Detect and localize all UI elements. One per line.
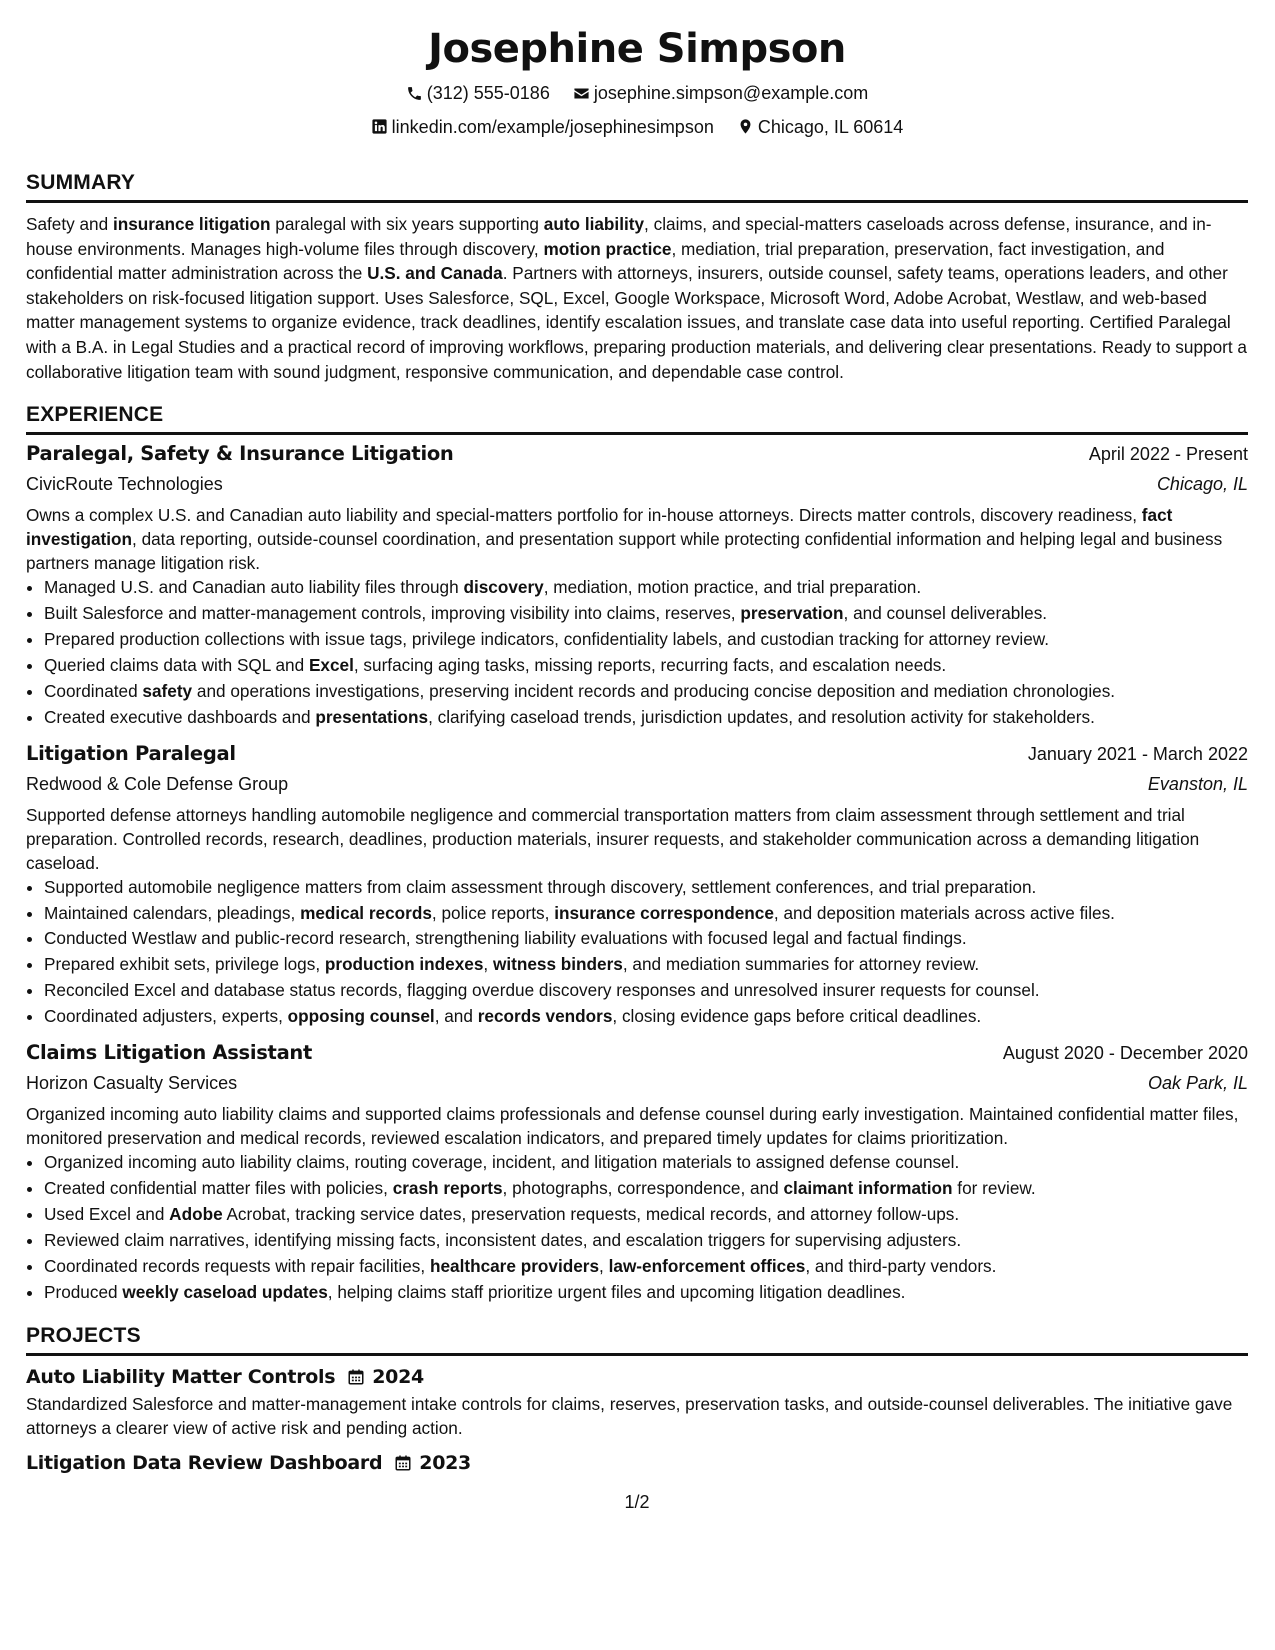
- job-description: Organized incoming auto liability claims and supported claims professionals and defense counsel during early investigation. Maintained confidential matter files, monitored preservation and medical records, reviewed escalation indicators, and prepared timely updates for claims prioritization.: [26, 1104, 1239, 1149]
- contact-location: [737, 116, 903, 138]
- bold-text: safety: [142, 680, 193, 701]
- job-entry: [26, 1038, 1248, 1305]
- project-year: 2024: [372, 1366, 424, 1389]
- project-entry: [26, 1362, 1248, 1440]
- contact-phone: [406, 82, 550, 104]
- section-title-projects: PROJECTS: [26, 1323, 1248, 1356]
- job-title: Claims Litigation Assistant: [26, 1041, 313, 1065]
- bold-text: Excel: [308, 654, 354, 675]
- project-header: [26, 1362, 1248, 1392]
- list-item: • Organized incoming auto liability claims, routing coverage, incident, and litigation materials to assigned defense counsel.: [44, 1150, 1248, 1176]
- list-item: • Built Salesforce and matter-management controls, improving visibility into claims, reserves, preservation, and counsel deliverables.: [44, 601, 1248, 627]
- project-title: Litigation Data Review Dashboard: [26, 1452, 383, 1475]
- job-dates: January 2021 - March 2022: [1027, 743, 1248, 764]
- list-item: • Reconciled Excel and database status records, flagging overdue discovery responses and unresolved insurer requests for counsel.: [44, 978, 1248, 1004]
- job-description: Supported defense attorneys handling automobile negligence and commercial transportation matters from claim assessment through settlement and trial preparation. Controlled records, research, deadlines, production materials, insurer requests, and stakeholder communication across a demanding litigation caseload.: [26, 804, 1200, 873]
- list-item: • Used Excel and Adobe Acrobat, tracking service dates, preservation requests, medical records, and attorney follow-ups.: [44, 1202, 1248, 1228]
- job-entry: [26, 439, 1248, 730]
- job-company: Horizon Casualty Services: [26, 1073, 238, 1094]
- job-bullets: [26, 1150, 1248, 1305]
- list-item: • Supported automobile negligence matters from claim assessment through discovery, settlement conferences, and trial preparation.: [44, 875, 1248, 901]
- bold-text: witness binders: [492, 954, 623, 975]
- linkedin-text: linkedin.com/example/josephinesimpson: [391, 116, 714, 137]
- job-location: Oak Park, IL: [1147, 1073, 1248, 1094]
- bold-text: fact investigation: [26, 505, 1173, 550]
- job-header: [26, 1038, 1248, 1068]
- bold-text: crash reports: [392, 1177, 503, 1198]
- job-bullets: [26, 575, 1248, 730]
- bold-text: production indexes: [324, 954, 484, 975]
- contact-row-1: [26, 82, 1248, 107]
- job-title: Paralegal, Safety & Insurance Litigation: [26, 442, 454, 466]
- job-title: Litigation Paralegal: [26, 741, 236, 765]
- job-dates: August 2020 - December 2020: [1002, 1043, 1248, 1064]
- list-item: • Created executive dashboards and presentations, clarifying caseload trends, jurisdiction updates, and resolution activity for stakeholders.: [44, 705, 1248, 731]
- job-location: Chicago, IL: [1156, 474, 1248, 495]
- resume-page: [26, 0, 1248, 1650]
- job-header: [26, 739, 1248, 769]
- bold-text: insurance correspondence: [554, 902, 774, 923]
- contact-linkedin[interactable]: [371, 116, 714, 138]
- job-subheader: [26, 469, 1248, 499]
- job-location: Evanston, IL: [1147, 773, 1248, 794]
- list-item: • Coordinated safety and operations investigations, preserving incident records and producing concise deposition and mediation chronologies.: [44, 679, 1248, 705]
- bold-text: auto liability: [543, 214, 645, 234]
- job-subheader: [26, 1068, 1248, 1098]
- project-description: Standardized Salesforce and matter-management intake controls for claims, reserves, preservation tasks, and outside-counsel deliverables. The initiative gave attorneys a clearer view of active risk and pending action.: [26, 1394, 1233, 1439]
- bold-text: medical records: [300, 902, 432, 923]
- bold-text: weekly caseload updates: [122, 1281, 328, 1302]
- job-entry: [26, 739, 1248, 1030]
- projects-section: [26, 1323, 1248, 1478]
- job-company: CivicRoute Technologies: [26, 474, 223, 495]
- summary-section: [26, 170, 1248, 384]
- list-item: • Created confidential matter files with policies, crash reports, photographs, correspondence, and claimant information for review.: [44, 1176, 1248, 1202]
- bold-text: insurance litigation: [112, 214, 271, 234]
- linkedin-icon: [371, 118, 388, 135]
- resume-header: [26, 0, 1248, 140]
- job-header: [26, 439, 1248, 469]
- job-company: Redwood & Cole Defense Group: [26, 773, 289, 794]
- job-description: Owns a complex U.S. and Canadian auto liability and special-matters portfolio for in-house attorneys. Directs matter controls, discovery readiness, fact investigation, data reporting, outside-counsel coordination, and presentation support while protecting confidential information and helping legal and business partners manage litigation risk.: [26, 505, 1223, 574]
- list-item: • Conducted Westlaw and public-record research, strengthening liability evaluations with focused legal and factual findings.: [44, 926, 1248, 952]
- list-item: • Produced weekly caseload updates, helping claims staff prioritize urgent files and upcoming litigation deadlines.: [44, 1280, 1248, 1306]
- contact-row-2: [26, 116, 1248, 141]
- email-text: josephine.simpson@example.com: [593, 83, 869, 103]
- bold-text: motion practice: [543, 238, 672, 259]
- bold-text: U.S. and Canada: [367, 263, 503, 284]
- bold-text: Adobe: [169, 1203, 223, 1224]
- location-text: Chicago, IL 60614: [757, 116, 904, 137]
- page-number: 1/2: [624, 1492, 650, 1512]
- bold-text: discovery: [463, 577, 544, 598]
- job-bullets: [26, 875, 1248, 1030]
- project-title: Auto Liability Matter Controls: [26, 1366, 336, 1389]
- bold-text: records vendors: [477, 1006, 613, 1027]
- experience-section: [26, 402, 1248, 1305]
- contact-email[interactable]: [573, 82, 868, 104]
- summary-text: Safety and insurance litigation paralegal with six years supporting auto liability, claims, and special-matters caseloads across defense, insurance, and in-house environments. Manages high-volume files through discovery, motion practice, mediation, trial preparation, preservation, fact investigation, and confidential matter administration across the U.S. and Canada. Partners with attorneys, insurers, outside counsel, safety teams, operations leaders, and other stakeholders on risk-focused litigation support. Uses Salesforce, SQL, Excel, Google Workspace, Microsoft Word, Adobe Acrobat, Westlaw, and web-based matter management systems to organize evidence, track deadlines, identify escalation issues, and translate case data into useful reporting. Certified Paralegal with a B.A. in Legal Studies and a practical record of improving workflows, preparing production materials, and delivering clear presentations. Ready to support a collaborative litigation team with sound judgment, responsive communication, and dependable case control.: [26, 214, 1247, 382]
- list-item: • Prepared exhibit sets, privilege logs, production indexes, witness binders, and mediation summaries for attorney review.: [44, 952, 1248, 978]
- list-item: • Coordinated adjusters, experts, opposing counsel, and records vendors, closing evidence gaps before critical deadlines.: [44, 1004, 1248, 1030]
- calendar-icon: [347, 1368, 365, 1386]
- calendar-icon: [394, 1454, 412, 1472]
- list-item: • Queried claims data with SQL and Excel, surfacing aging tasks, missing reports, recurring facts, and escalation needs.: [44, 653, 1248, 679]
- section-title-experience: EXPERIENCE: [26, 402, 1248, 435]
- phone-icon: [406, 85, 423, 102]
- job-dates: April 2022 - Present: [1088, 444, 1248, 465]
- phone-text: (312) 555-0186: [426, 83, 550, 103]
- candidate-name: Josephine Simpson: [428, 26, 846, 72]
- bold-text: claimant information: [783, 1177, 953, 1198]
- project-year: 2023: [419, 1452, 471, 1475]
- bold-text: presentations: [315, 706, 429, 727]
- job-subheader: [26, 769, 1248, 799]
- bold-text: healthcare providers: [429, 1255, 600, 1276]
- bold-text: preservation: [740, 603, 844, 624]
- list-item: • Prepared production collections with issue tags, privilege indicators, confidentiality labels, and custodian tracking for attorney review.: [44, 627, 1248, 653]
- list-item: • Reviewed claim narratives, identifying missing facts, inconsistent dates, and escalation triggers for supervising adjusters.: [44, 1228, 1248, 1254]
- project-header: [26, 1448, 1248, 1478]
- bold-text: law-enforcement offices: [608, 1255, 806, 1276]
- list-item: • Maintained calendars, pleadings, medical records, police reports, insurance correspondence, and deposition materials across active files.: [44, 901, 1248, 927]
- section-title-summary: SUMMARY: [26, 170, 1248, 203]
- project-entry: [26, 1448, 1248, 1478]
- envelope-icon: [573, 85, 590, 102]
- bold-text: opposing counsel: [287, 1006, 435, 1027]
- list-item: • Managed U.S. and Canadian auto liability files through discovery, mediation, motion practice, and trial preparation.: [44, 575, 1248, 601]
- map-pin-icon: [737, 118, 754, 135]
- list-item: • Coordinated records requests with repair facilities, healthcare providers, law-enforcement offices, and third-party vendors.: [44, 1254, 1248, 1280]
